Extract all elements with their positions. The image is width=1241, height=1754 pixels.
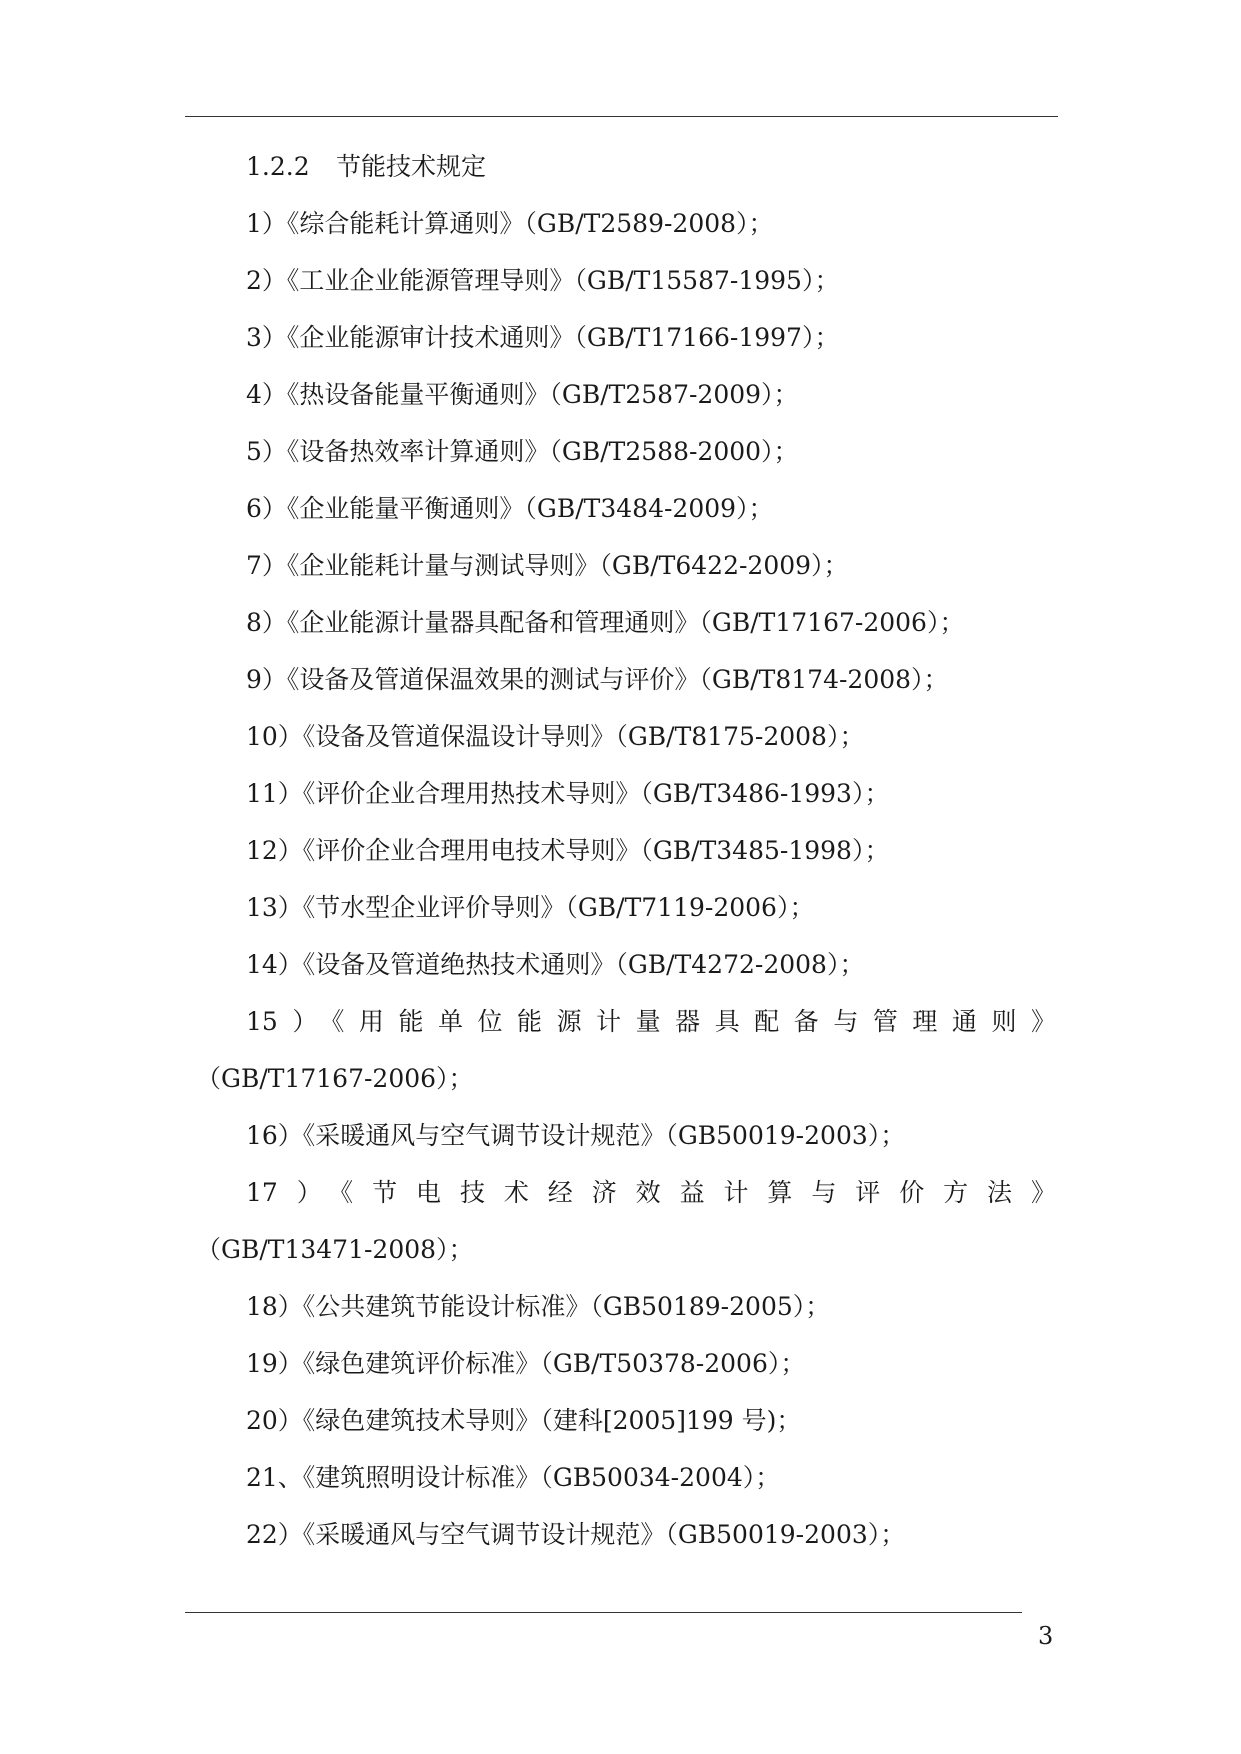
list-item: 18）《公共建筑节能设计标准》（GB50189-2005）； [246, 1292, 831, 1321]
list-item-wrapped-first-line: 15）《用能单位能源计量器具配备与管理通则》 [246, 1007, 1056, 1036]
list-item: 8）《企业能源计量器具配备和管理通则》（GB/T17167-2006）； [246, 608, 965, 637]
section-heading [196, 138, 1056, 195]
list-item: 16）《采暖通风与空气调节设计规范》（GB50019-2003）； [246, 1121, 906, 1150]
list-item: 9）《设备及管道保温效果的测试与评价》（GB/T8174-2008）； [246, 665, 949, 694]
list-item: 22）《采暖通风与空气调节设计规范》（GB50019-2003）； [246, 1520, 906, 1549]
list-item: 7）《企业能耗计量与测试导则》（GB/T6422-2009）； [246, 551, 849, 580]
list-item: 1）《综合能耗计算通则》（GB/T2589-2008）； [246, 209, 774, 238]
list-item: 4）《热设备能量平衡通则》（GB/T2587-2009）； [246, 380, 799, 409]
list-item-wrapped-continuation: （GB/T17167-2006）； [196, 1064, 474, 1093]
list-item-wrapped-continuation: （GB/T13471-2008）； [196, 1235, 474, 1264]
list-item: 6）《企业能量平衡通则》（GB/T3484-2009）； [246, 494, 774, 523]
list-item: 5）《设备热效率计算通则》（GB/T2588-2000）； [246, 437, 799, 466]
list-item: 13）《节水型企业评价导则》（GB/T7119-2006）； [246, 893, 815, 922]
list-item: 3）《企业能源审计技术通则》（GB/T17166-1997）； [246, 323, 840, 352]
list-item: 21、《建筑照明设计标准》（GB50034-2004）； [246, 1463, 781, 1492]
page-number: 3 [1038, 1622, 1054, 1650]
section-number: 1.2.2 [246, 152, 310, 181]
list-item: 12）《评价企业合理用电技术导则》（GB/T3485-1998）； [246, 836, 890, 865]
list-item: 10）《设备及管道保温设计导则》（GB/T8175-2008）； [246, 722, 865, 751]
document-body [196, 138, 1056, 1563]
list-item-wrapped-first-line: 17）《节电技术经济效益计算与评价方法》 [246, 1178, 1056, 1207]
footer-rule [185, 1612, 1022, 1613]
list-item: 20）《绿色建筑技术导则》（建科[2005]199 号)； [246, 1406, 802, 1435]
list-item: 19）《绿色建筑评价标准》（GB/T50378-2006）； [246, 1349, 806, 1378]
section-title: 节能技术规定 [336, 152, 487, 181]
list-item: 14）《设备及管道绝热技术通则》（GB/T4272-2008）； [246, 950, 865, 979]
header-rule [185, 116, 1058, 117]
list-item: 2）《工业企业能源管理导则》（GB/T15587-1995）； [246, 266, 840, 295]
list-item: 11）《评价企业合理用热技术导则》（GB/T3486-1993）； [246, 779, 890, 808]
